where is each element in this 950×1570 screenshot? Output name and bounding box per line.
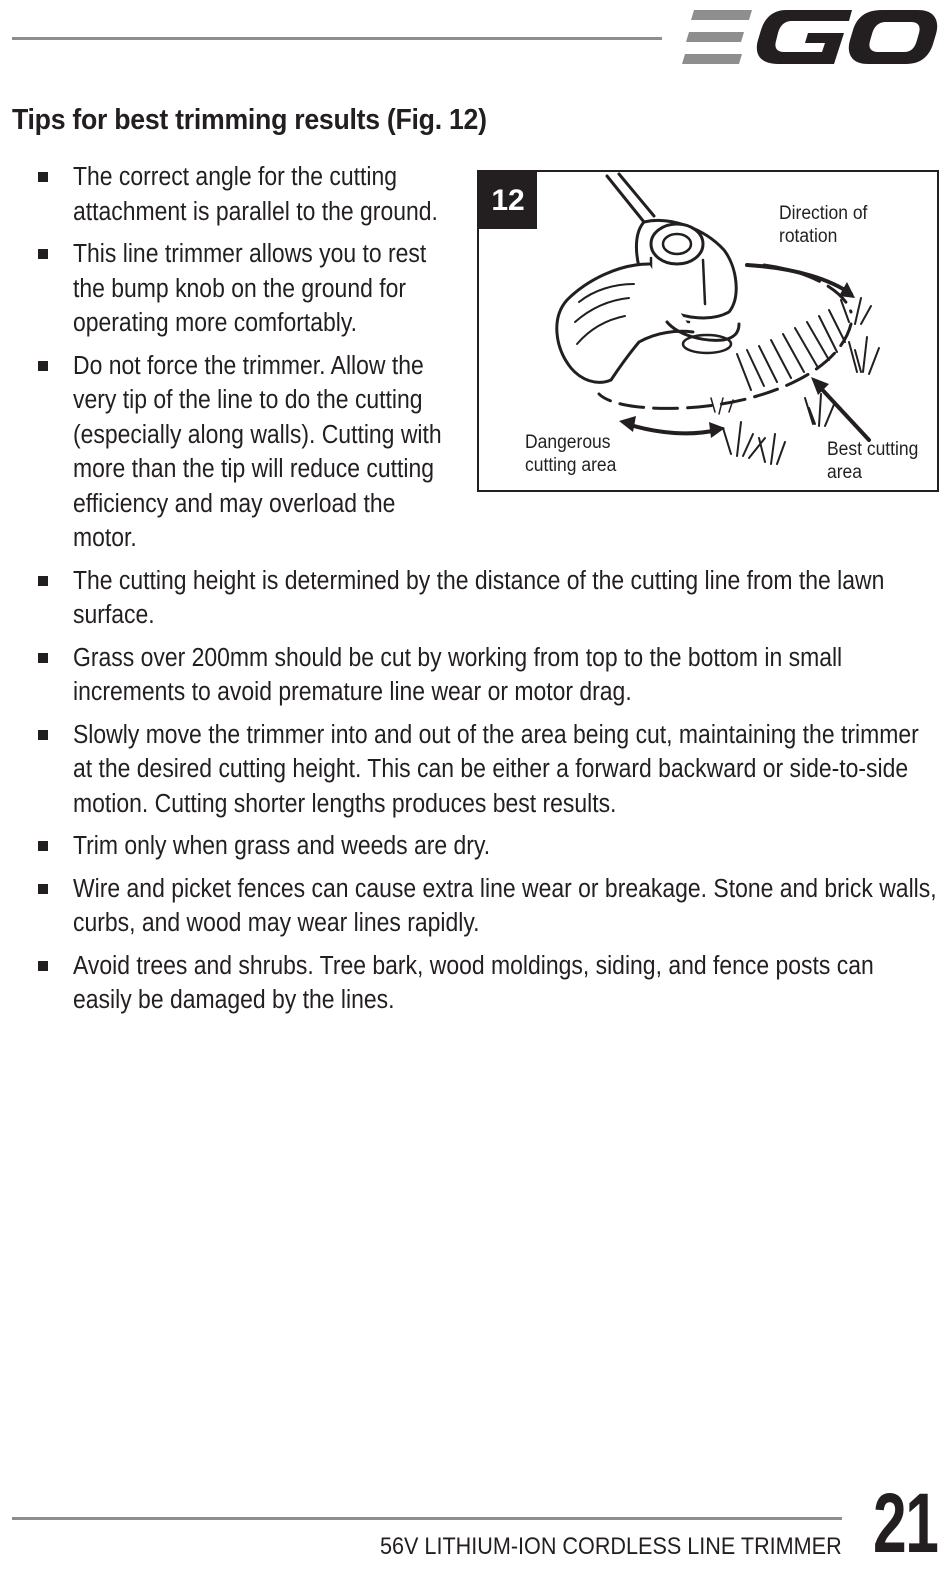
- list-item: The correct angle for the cutting attachment is parallel to the ground.: [0, 160, 493, 229]
- list-item: Wire and picket fences can cause extra line wear or breakage. Stone and brick walls, curbs, and wood may wear lines rapidly.: [0, 872, 950, 941]
- ego-logo: [682, 8, 938, 66]
- bullet-square-icon: [38, 653, 48, 663]
- list-item: Do not force the trimmer. Allow the very tip of the line to do the cutting (especially along walls). Cutting with more than the tip will reduce cutting efficiency and may overload the motor.: [0, 349, 493, 556]
- bullet-square-icon: [38, 576, 48, 586]
- bullet-square-icon: [38, 249, 48, 259]
- list-item: Avoid trees and shrubs. Tree bark, wood moldings, siding, and fence posts can easily be damaged by the lines.: [0, 949, 950, 1018]
- list-item: Trim only when grass and weeds are dry.: [0, 829, 950, 864]
- list-item: Slowly move the trimmer into and out of the area being cut, maintaining the trimmer at the desired cutting height. This can be either a forward backward or side-to-side motion. Cutting shorter lengths produces best results.: [0, 718, 950, 822]
- page-title: Tips for best trimming results (Fig. 12): [12, 104, 487, 136]
- list-item: Grass over 200mm should be cut by working from top to the bottom in small increments to avoid premature line wear or motor drag.: [0, 641, 950, 710]
- list-item: This line trimmer allows you to rest the bump knob on the ground for operating more comfortably.: [0, 237, 493, 341]
- bullet-square-icon: [38, 172, 48, 182]
- bullet-square-icon: [38, 884, 48, 894]
- list-item: The cutting height is determined by the distance of the cutting line from the lawn surface.: [0, 564, 950, 633]
- label-dangerous-cutting-area: Dangerous cutting area: [525, 432, 617, 476]
- footer-product-name: 56V LITHIUM-ION CORDLESS LINE TRIMMER: [380, 1533, 842, 1560]
- label-direction-of-rotation: Direction of rotation: [779, 203, 868, 247]
- bullet-square-icon: [38, 361, 48, 371]
- label-best-cutting-area: Best cutting area: [827, 439, 919, 483]
- bullet-square-icon: [38, 841, 48, 851]
- bullet-square-icon: [38, 961, 48, 971]
- bullet-square-icon: [38, 730, 48, 740]
- header-rule: [12, 37, 662, 40]
- figure-number-badge: 12: [479, 172, 537, 229]
- footer-rule: [12, 1517, 842, 1520]
- page-number: 21: [873, 1476, 938, 1570]
- figure-12: [477, 170, 939, 492]
